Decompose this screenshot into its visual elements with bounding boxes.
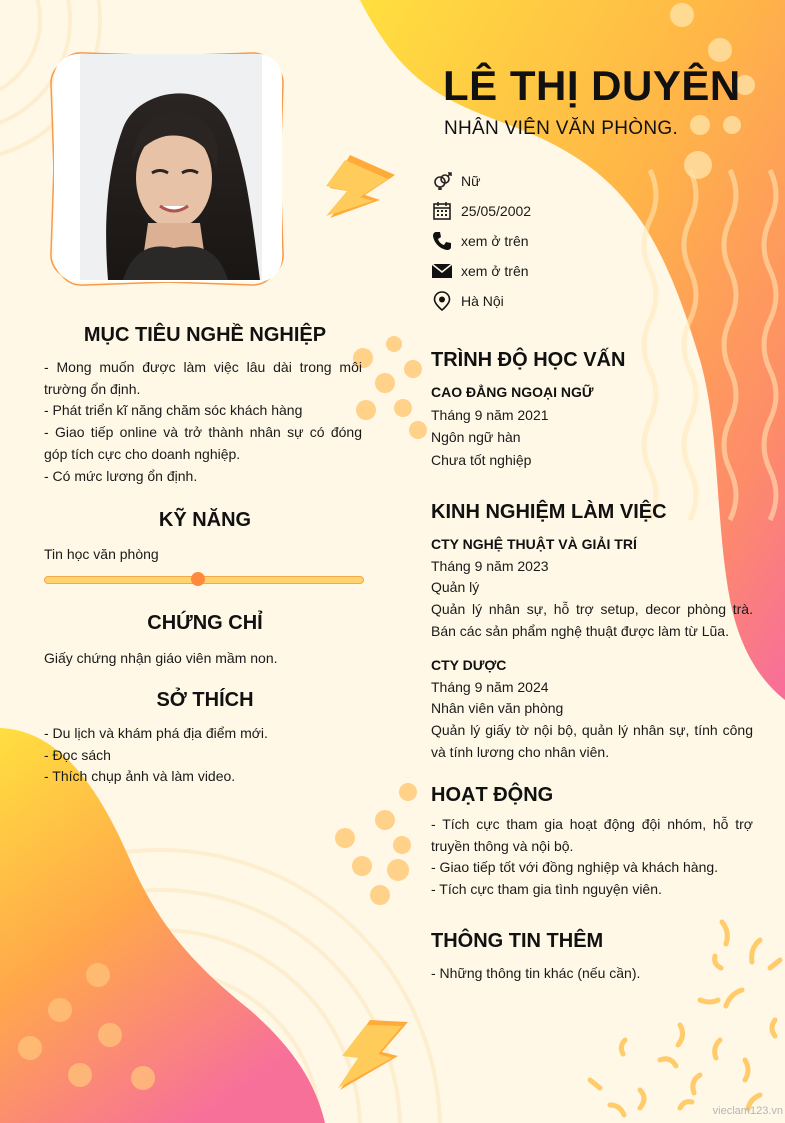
experience-job — [431, 655, 753, 764]
hobbies-heading: SỞ THÍCH — [156, 689, 254, 711]
calendar-icon — [431, 201, 453, 221]
activity-line: - Giao tiếp tốt với đồng nghiệp và khách hàng. — [431, 859, 719, 876]
objective-section — [44, 357, 362, 487]
objective-line: - Giao tiếp online và trở thành nhân sự có đóng góp tích cực cho doanh nghiệp. — [44, 424, 362, 462]
hobby-line: - Thích chụp ảnh và làm video. — [44, 768, 236, 785]
education-status: Chưa tốt nghiệp — [431, 452, 532, 469]
education-school: CAO ĐẲNG NGOẠI NGỮ — [431, 384, 594, 400]
location-value: Hà Nội — [461, 293, 504, 309]
skill-level-bar — [44, 576, 364, 584]
certificates-heading: CHỨNG CHỈ — [147, 612, 263, 634]
phone-icon — [431, 231, 453, 251]
watermark: vieclam123.vn — [712, 1105, 783, 1117]
job-date: Tháng 9 năm 2023 — [431, 557, 549, 574]
contact-birthday — [431, 200, 531, 222]
phone-value: xem ở trên — [461, 233, 529, 249]
contact-phone — [431, 230, 529, 252]
education-date: Tháng 9 năm 2021 — [431, 406, 549, 423]
hobbies-section — [44, 723, 362, 788]
job-date: Tháng 9 năm 2024 — [431, 678, 549, 695]
education-section — [431, 382, 753, 472]
contact-location — [431, 290, 504, 312]
objective-heading: MỤC TIÊU NGHỀ NGHIỆP — [83, 324, 327, 346]
objective-line: - Có mức lương ổn định. — [44, 467, 198, 484]
certificate-text: Giấy chứng nhận giáo viên mầm non. — [44, 650, 278, 666]
email-icon — [431, 261, 453, 281]
job-description: Quản lý giấy tờ nội bộ, quản lý nhân sự, tính công và tính lương cho nhân viên. — [431, 722, 753, 760]
skill-name: Tin học văn phòng — [44, 546, 159, 562]
job-position: Quản lý — [431, 579, 480, 596]
email-value: xem ở trên — [461, 263, 529, 279]
activities-section — [431, 814, 753, 901]
objective-line: - Phát triển kĩ năng chăm sóc khách hàng — [44, 402, 303, 419]
job-position: Nhân viên văn phòng — [431, 700, 564, 717]
profile-photo-frame — [48, 48, 288, 288]
job-company: CTY DƯỢC — [431, 657, 507, 673]
candidate-name: LÊ THỊ DUYÊN — [443, 62, 741, 109]
experience-heading: KINH NGHIỆM LÀM VIỆC — [431, 501, 667, 523]
gender-value: Nữ — [461, 173, 481, 189]
activities-heading: HOẠT ĐỘNG — [431, 784, 554, 806]
contact-email — [431, 260, 529, 282]
objective-line: - Mong muốn được làm việc lâu dài trong môi trường ổn định. — [44, 359, 362, 397]
skills-heading: KỸ NĂNG — [158, 509, 252, 531]
activity-line: - Tích cực tham gia hoạt động đội nhóm, hỗ trợ truyền thông và nội bộ. — [431, 816, 753, 854]
additional-heading: THÔNG TIN THÊM — [431, 930, 604, 952]
contact-gender — [431, 170, 480, 192]
job-title: NHÂN VIÊN VĂN PHÒNG. — [444, 118, 679, 139]
skill-level-knob — [191, 572, 205, 586]
job-description: Quản lý nhân sự, hỗ trợ setup, decor phòng trà. Bán các sản phẩm nghệ thuật được làm từ Lũa. — [431, 601, 753, 639]
location-icon — [431, 291, 453, 311]
additional-text: - Những thông tin khác (nếu cần). — [431, 965, 641, 981]
birthday-value: 25/05/2002 — [461, 203, 532, 219]
experience-job — [431, 534, 753, 643]
hobby-line: - Du lịch và khám phá địa điểm mới. — [44, 725, 268, 741]
activity-line: - Tích cực tham gia tình nguyện viên. — [431, 881, 662, 898]
hobby-line: - Đọc sách — [44, 746, 111, 763]
gender-icon — [431, 171, 453, 191]
job-company: CTY NGHỆ THUẬT VÀ GIẢI TRÍ — [431, 536, 637, 552]
avatar — [48, 48, 288, 288]
education-heading: TRÌNH ĐỘ HỌC VẤN — [431, 349, 626, 371]
education-major: Ngôn ngữ hàn — [431, 429, 521, 446]
